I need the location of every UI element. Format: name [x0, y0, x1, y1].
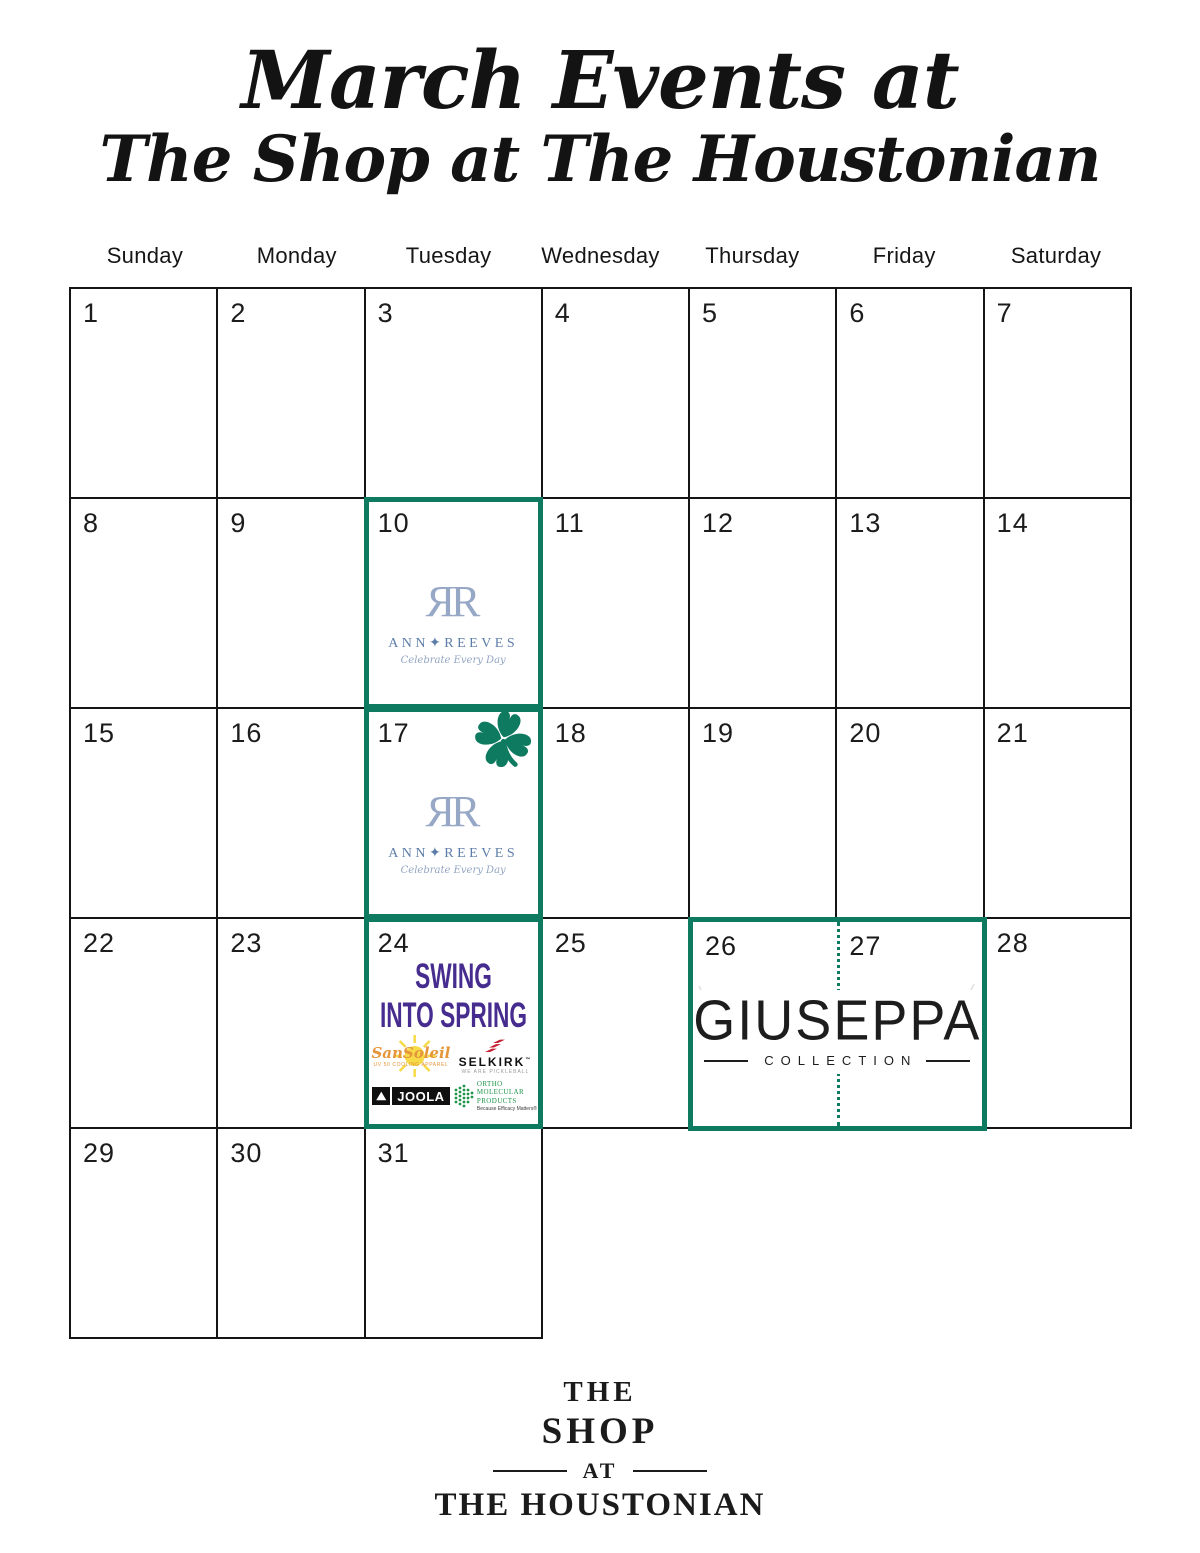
day-number: 17	[377, 718, 410, 748]
page-title	[0, 33, 1200, 197]
joola-logo	[372, 1087, 449, 1105]
joola-brand-text: JOOLA	[392, 1087, 449, 1105]
day-number: 26	[705, 931, 738, 961]
page-title-line2: The Shop at The Houstonian	[99, 121, 1101, 197]
day-number: 25	[554, 928, 587, 958]
day-cell-31	[366, 1129, 543, 1339]
day-cell-7	[985, 289, 1132, 499]
day-cell-17-ann-reeves-st-patricks-event	[366, 709, 543, 919]
day-cell-2	[218, 289, 365, 499]
ortho-tagline: Because Efficacy Matters®	[476, 1106, 537, 1113]
day-number: 22	[83, 928, 116, 958]
day-cell-20	[837, 709, 984, 919]
day-number: 14	[996, 508, 1029, 538]
day-number: 16	[230, 718, 263, 748]
four-leaf-clover-icon	[475, 712, 537, 774]
day-number: 10	[377, 508, 410, 538]
swing-into-spring-title	[380, 957, 527, 1036]
empty-cell	[543, 1129, 690, 1339]
page-title-line1: March Events at	[241, 33, 959, 127]
weekday-tuesday: Tuesday	[405, 243, 492, 268]
day-number: 3	[377, 298, 394, 328]
ann-reeves-tagline: Celebrate Every Day	[400, 865, 506, 876]
ann-reeves-logo	[366, 571, 541, 666]
day-cells-26-27-giuseppa-event	[688, 917, 987, 1131]
day-cell-8	[71, 499, 218, 709]
empty-cell	[985, 1129, 1132, 1339]
swing-sponsor-logos	[369, 1039, 538, 1112]
svg-text:R: R	[451, 787, 481, 836]
day-number: 13	[849, 508, 882, 538]
day-number: 12	[702, 508, 735, 538]
day-number: 23	[230, 928, 263, 958]
day-cell-30	[218, 1129, 365, 1339]
day-number: 9	[230, 508, 247, 538]
day-number: 28	[996, 928, 1029, 958]
footer-logo-houstonian: THE HOUSTONIAN	[434, 1487, 766, 1523]
ortho-molecular-logo	[454, 1080, 537, 1112]
day-number: 5	[702, 298, 719, 328]
day-cell-24-swing-into-spring-event	[366, 919, 543, 1129]
selkirk-logo	[459, 1039, 533, 1075]
day-cell-11	[543, 499, 690, 709]
footer-logo-at-row	[0, 1458, 1200, 1484]
day-number: 7	[996, 298, 1013, 328]
day-number: 15	[83, 718, 116, 748]
day-number: 18	[554, 718, 587, 748]
rule-line	[926, 1060, 970, 1062]
rule-line	[633, 1470, 707, 1473]
trademark-symbol: ™	[525, 1057, 533, 1063]
sansoleil-logo	[371, 1046, 450, 1068]
day-cell-4	[543, 289, 690, 499]
weekday-sunday: Sunday	[106, 243, 184, 268]
calendar-grid	[69, 287, 1132, 1339]
day-cell-10-ann-reeves-event	[366, 499, 543, 709]
swing-line1: SWING	[414, 957, 492, 996]
weekday-header-row	[69, 243, 1132, 269]
day-number: 6	[849, 298, 866, 328]
day-number: 11	[554, 508, 585, 538]
day-cell-28	[985, 919, 1132, 1129]
joola-triangle-icon	[372, 1087, 390, 1105]
day-cell-5	[690, 289, 837, 499]
sansoleil-tagline: UV 50 COOLING APPAREL	[373, 1062, 449, 1068]
day-cell-6	[837, 289, 984, 499]
footer-logo-the: THE	[563, 1376, 637, 1408]
svg-text:R: R	[425, 787, 456, 836]
day-cell-25	[543, 919, 690, 1129]
selkirk-chevrons-icon	[480, 1039, 510, 1052]
empty-cell	[690, 1129, 837, 1339]
day-number: 20	[849, 718, 882, 748]
day-number: 21	[996, 718, 1029, 748]
day-cell-14	[985, 499, 1132, 709]
ortho-dots-icon	[454, 1084, 474, 1109]
day-number: 19	[702, 718, 735, 748]
day-number: 24	[377, 928, 410, 958]
weekday-saturday: Saturday	[1010, 243, 1102, 268]
day-number: 30	[230, 1138, 263, 1168]
ann-reeves-monogram-icon	[418, 571, 488, 629]
ortho-text-block	[477, 1080, 537, 1112]
day-cell-23	[218, 919, 365, 1129]
day-number: 4	[554, 298, 571, 328]
day-number: 1	[83, 298, 100, 328]
giuseppa-brand-text: GIUSEPPA	[693, 989, 982, 1053]
day-cell-29	[71, 1129, 218, 1339]
shop-at-the-houstonian-logo	[0, 1376, 1200, 1524]
day-cell-13	[837, 499, 984, 709]
day-number: 8	[83, 508, 100, 538]
giuseppa-collection-text: COLLECTION	[764, 1053, 918, 1068]
ortho-line1: ORTHO	[476, 1080, 503, 1088]
selkirk-brand-text: SELKIRK™	[458, 1055, 533, 1069]
day-cell-19	[690, 709, 837, 919]
day-number: 29	[83, 1138, 116, 1168]
swing-line2: INTO SPRING	[379, 996, 527, 1036]
day-cell-9	[218, 499, 365, 709]
day-cell-3	[366, 289, 543, 499]
day-number: 2	[230, 298, 247, 328]
svg-text:R: R	[425, 577, 456, 626]
footer-logo-shop: SHOP	[541, 1411, 659, 1452]
weekday-thursday: Thursday	[705, 243, 800, 268]
ortho-line2: MOLECULAR	[476, 1088, 525, 1097]
day-cell-18	[543, 709, 690, 919]
day-cell-21	[985, 709, 1132, 919]
day-number: 31	[377, 1138, 410, 1168]
ann-reeves-brand-text: ANN✦REEVES	[388, 636, 519, 651]
day-cell-12	[690, 499, 837, 709]
day-cell-22	[71, 919, 218, 1129]
ann-reeves-monogram-icon	[418, 781, 488, 839]
weekday-monday: Monday	[256, 243, 337, 268]
sansoleil-brand-text: SanSoleil	[371, 1044, 451, 1062]
selkirk-tagline: WE ARE PICKLEBALL	[461, 1069, 530, 1075]
empty-cell	[837, 1129, 984, 1339]
day-cell-15	[71, 709, 218, 919]
weekday-friday: Friday	[872, 243, 936, 268]
ann-reeves-tagline: Celebrate Every Day	[400, 655, 506, 666]
day-number: 27	[849, 931, 882, 961]
rule-line	[704, 1060, 748, 1062]
ortho-line3: PRODUCTS	[476, 1096, 517, 1105]
rule-line	[493, 1470, 567, 1473]
ann-reeves-brand-text: ANN✦REEVES	[388, 846, 519, 861]
giuseppa-collection-logo	[693, 990, 982, 1074]
ann-reeves-logo	[366, 781, 541, 876]
day-cell-1	[71, 289, 218, 499]
footer-logo-at: AT	[582, 1458, 618, 1483]
giuseppa-collection-row	[693, 1053, 982, 1068]
svg-text:R: R	[451, 577, 481, 626]
day-cell-16	[218, 709, 365, 919]
weekday-wednesday: Wednesday	[541, 243, 660, 268]
